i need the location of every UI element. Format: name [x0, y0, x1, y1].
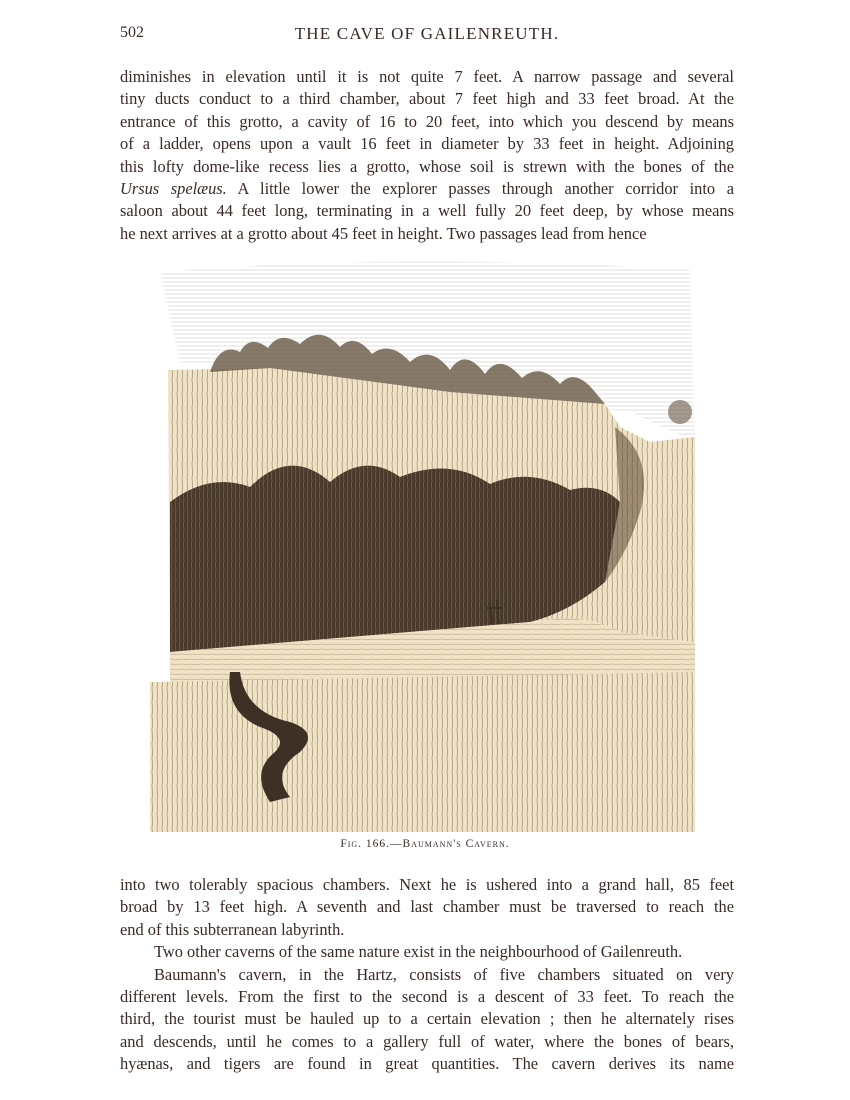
top-paragraph — [120, 66, 734, 245]
running-title: THE CAVE OF GAILENREUTH. — [294, 24, 560, 43]
text-line: Baumann's cavern, in the Hartz, consists of five chambers situated on very — [154, 964, 734, 984]
species-name: Ursus spelæus. — [120, 178, 227, 198]
text-line: hyænas, and tigers are found in great quantities. The cavern derives its name — [120, 1054, 734, 1074]
text-line: of a ladder, opens upon a vault 16 feet in diameter by 33 feet in height. Adjoining — [120, 134, 734, 154]
text-line: saloon about 44 feet long, terminating in a well fully 20 feet deep, by whose means — [120, 201, 734, 221]
bottom-text — [120, 874, 734, 1076]
caption-prefix: Fig. 166.— — [340, 838, 403, 850]
text-line: and descends, until he comes to a gallery full of water, where the bones of bears, — [120, 1031, 734, 1051]
text-line: entrance of this grotto, a cavity of 16 to 20 feet, into which you descend by means — [120, 111, 734, 131]
text-line: this lofty dome-like recess lies a grotto, whose soil is strewn with the bones of the — [120, 156, 734, 176]
page-number: 502 — [120, 24, 144, 41]
cavern-illustration — [150, 252, 698, 832]
text-line: different levels. From the first to the second is a descent of 33 feet. To reach the — [120, 986, 734, 1006]
text-line: Two other caverns of the same nature exist in the neighbourhood of Gailenreuth. — [154, 942, 683, 962]
page-header — [120, 24, 734, 50]
text-line: third, the tourist must be hauled up to a certain elevation ; then he alternately rises — [120, 1009, 734, 1029]
text-line: broad by 13 feet high. A seventh and last chamber must be traversed to reach the — [120, 897, 734, 917]
text-line: tiny ducts conduct to a third chamber, about 7 feet high and 33 feet broad. At the — [120, 89, 734, 109]
text-line-mixed — [120, 178, 734, 200]
figure-caption — [0, 838, 850, 850]
text-fragment: A little lower the explorer passes through another corridor into a — [226, 178, 734, 198]
text-line: end of this subterranean labyrinth. — [120, 919, 345, 939]
engraving — [150, 252, 698, 832]
text-line: diminishes in elevation until it is not quite 7 feet. A narrow passage and several — [120, 67, 734, 86]
text-line: into two tolerably spacious chambers. Next he is ushered into a grand hall, 85 feet — [120, 875, 734, 894]
caption-title: Baumann's Cavern. — [402, 838, 510, 850]
text-line: he next arrives at a grotto about 45 feet in height. Two passages lead from hence — [120, 223, 647, 243]
